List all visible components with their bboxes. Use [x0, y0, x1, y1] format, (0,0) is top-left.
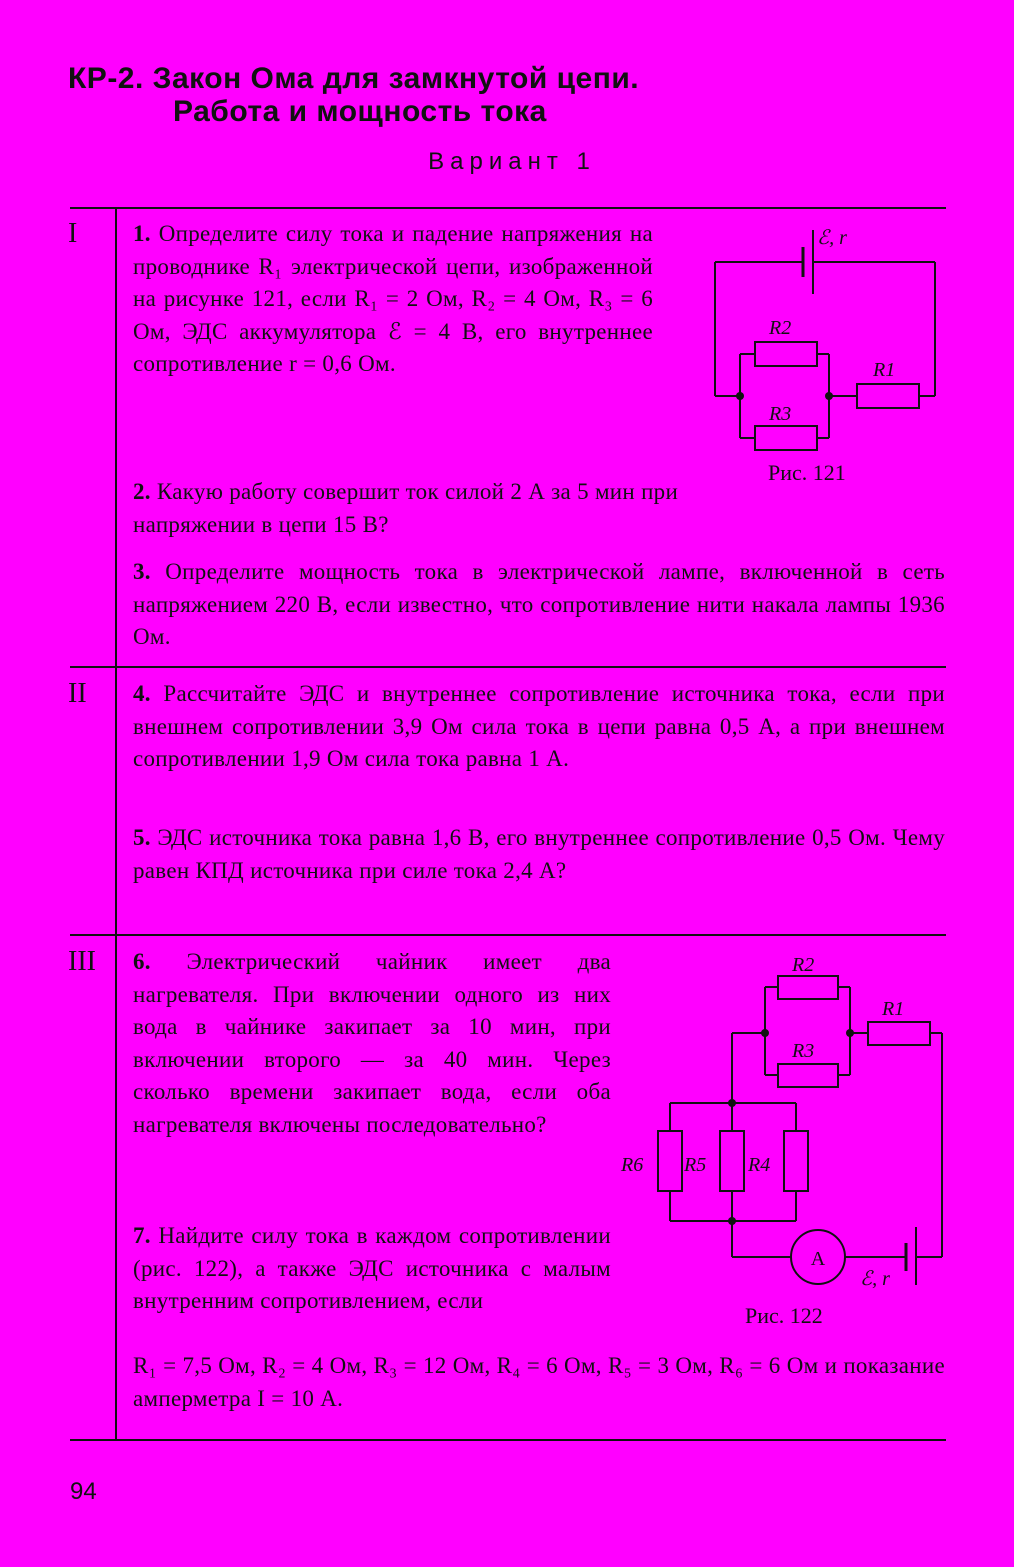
task-4: [133, 678, 945, 776]
section-label-2: II: [68, 678, 87, 709]
label-r3: R3: [792, 1040, 815, 1062]
source-label: ℰ, r: [817, 227, 847, 249]
label-r2: R2: [792, 954, 815, 976]
task-number: 2.: [133, 479, 151, 504]
ammeter-label: A: [810, 1248, 826, 1270]
junction-dot: [825, 392, 833, 400]
junction-dot: [728, 1217, 736, 1225]
task-text: Найдите силу тока в каждом сопротивлении (рис. 122), а также ЭДС источника с малым внутренним сопротивлением, если: [133, 1223, 611, 1313]
label-r4: R4: [748, 1154, 771, 1176]
task-text: Какую работу совершит ток силой 2 А за 5 мин при напряжении в цепи 15 В?: [133, 479, 679, 537]
title-line-1: КР-2. Закон Ома для замкнутой цепи.: [68, 62, 640, 95]
task-number: 4.: [133, 681, 151, 706]
task-number: 7.: [133, 1223, 151, 1248]
label-r1: R1: [873, 359, 896, 381]
task-number: 1.: [133, 221, 151, 246]
rule-section-3: [70, 934, 946, 936]
circuit-diagram-122: [620, 945, 950, 1290]
task-text: Электрический чайник имеет два нагревателя. При включении одного из них вода в чайнике закипает за 10 мин, при включении второго — за 40 мин. Через сколько времени закипает вода, если оба нагревателя включены последовательно?: [133, 949, 611, 1137]
task-number: 6.: [133, 949, 151, 974]
variant-heading: Вариант 1: [428, 148, 596, 175]
task-number: 3.: [133, 559, 151, 584]
page-number: 94: [70, 1478, 97, 1505]
label-r2: R2: [769, 317, 792, 339]
task-2: [133, 476, 753, 541]
junction-dot: [846, 1029, 854, 1037]
rule-top: [70, 207, 946, 209]
section-label-3: III: [68, 946, 96, 977]
label-r6: R6: [621, 1154, 644, 1176]
task-text: Определите силу тока и падение напряжения на проводнике R₁ электрической цепи, изображенной на рисунке 121, если R₁ = 2 Ом, R₂ = 4 Ом, R₃ = 6 Ом, ЭДС аккумулятора ℰ = 4 В, его внутреннее сопротивление r = 0,6 Ом.: [133, 221, 653, 376]
task-number: 5.: [133, 825, 151, 850]
rule-section-2: [70, 666, 946, 668]
task-5: [133, 822, 945, 887]
label-r3: R3: [769, 403, 792, 425]
figure-caption-121: Рис. 121: [768, 460, 846, 485]
task-text: ЭДС источника тока равна 1,6 В, его внутреннее сопротивление 0,5 Ом. Чему равен КПД источника при силе тока 2,4 А?: [133, 825, 945, 883]
task-3: [133, 556, 945, 654]
label-r5: R5: [684, 1154, 707, 1176]
junction-dot: [761, 1029, 769, 1037]
circuit-diagram-121: [705, 222, 950, 452]
task-text: Рассчитайте ЭДС и внутреннее сопротивление источника тока, если при внешнем сопротивлении 3,9 Ом сила тока в цепи равна 0,5 А, а при внешнем сопротивлении 1,9 Ом сила тока равна 1 А.: [133, 681, 945, 771]
junction-dot: [736, 392, 744, 400]
label-r1: R1: [882, 998, 905, 1020]
task-7-values: R₁ = 7,5 Ом, R₂ = 4 Ом, R₃ = 12 Ом, R₄ = 6 Ом, R₅ = 3 Ом, R₆ = 6 Ом и показание амперметра I = 10 А.: [133, 1353, 945, 1411]
section-label-1: I: [68, 218, 78, 249]
task-6: [133, 946, 611, 1141]
page-title: [68, 62, 639, 128]
column-divider: [115, 207, 117, 1441]
task-1: [133, 218, 653, 381]
task-text: Определите мощность тока в электрической лампе, включенной в сеть напряжением 220 В, если известно, что сопротивление нити накала лампы 1936 Ом.: [133, 559, 945, 649]
junction-dot: [728, 1099, 736, 1107]
figure-caption-122: Рис. 122: [745, 1303, 823, 1328]
title-line-2: Работа и мощность тока: [173, 95, 547, 128]
source-label: ℰ, r: [860, 1268, 890, 1290]
rule-bottom: [70, 1439, 946, 1441]
task-7: [133, 1220, 611, 1318]
